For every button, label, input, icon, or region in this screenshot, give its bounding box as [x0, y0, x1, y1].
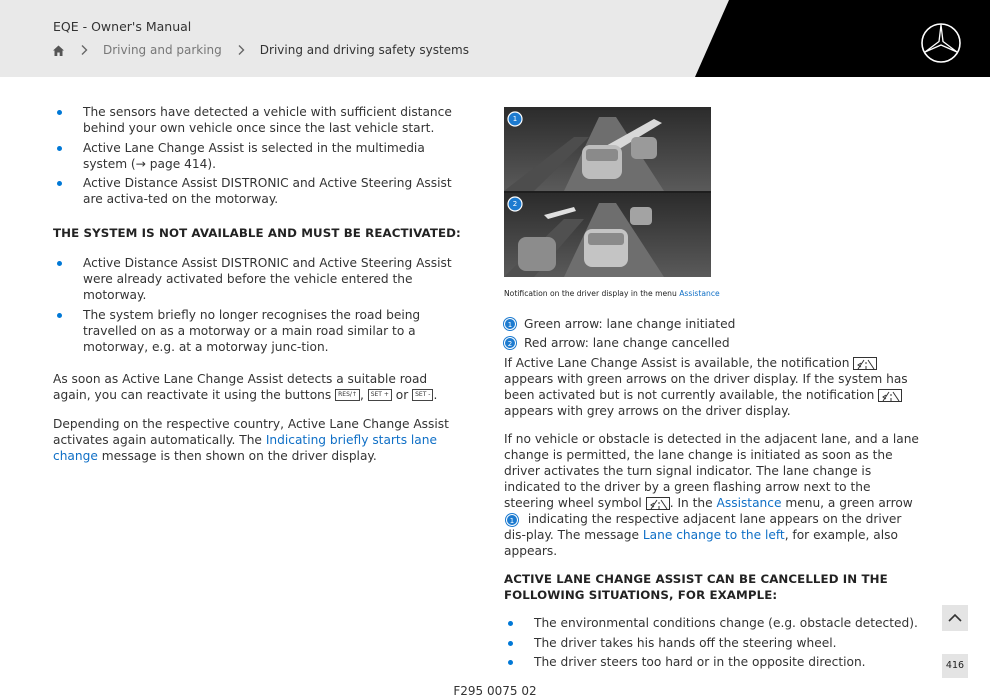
list-item: The driver steers too hard or in the opposite direction. — [504, 654, 919, 670]
assistance-link[interactable]: Assistance — [716, 496, 782, 510]
figure-caption: Notification on the driver display in the menu Assistance — [504, 289, 720, 298]
legend-item: 2 Red arrow: lane change cancelled — [504, 335, 919, 351]
notification-paragraph: If Active Lane Change Assist is available, the notification appears with green arrows on the driver display. If the system has been activated but is not currently available, the notification appears with grey arrows on the driver display. — [504, 356, 908, 418]
lane-change-left-link[interactable]: Lane change to the left — [642, 528, 785, 542]
auto-activate-paragraph: Depending on the respective country, Active Lane Change Assist activates again automatically. The Indicating briefly starts lane change message is then shown on the driver display. — [53, 416, 449, 463]
reactivate-paragraph: As soon as Active Lane Change Assist detects a suitable road again, you can reactivate it using the buttons RES/↑ , SET + or SET - . — [53, 371, 438, 402]
steering-wheel-symbol-icon — [646, 497, 670, 510]
legend-number: 1 — [506, 514, 518, 526]
marker-2: 2 — [512, 200, 518, 208]
cancel-list — [504, 615, 919, 670]
scroll-to-top-button[interactable] — [942, 605, 968, 631]
lane-change-notification-icon — [853, 357, 877, 370]
mercedes-star-logo — [920, 22, 962, 64]
marker-1: 1 — [512, 115, 518, 123]
chevron-up-icon — [942, 605, 968, 631]
figure-code: F295 0075 02 — [453, 684, 537, 698]
driver-display-illustration — [504, 107, 711, 277]
list-item: Active Lane Change Assist is selected in the multimedia system (→ page 414). — [53, 140, 468, 172]
section-heading: ACTIVE LANE CHANGE ASSIST CAN BE CANCELLED IN THE FOLLOWING SITUATIONS, FOR EXAMPLE: — [504, 572, 888, 602]
breadcrumb — [52, 42, 469, 58]
legend-item: 1 Green arrow: lane change initiated — [504, 316, 919, 332]
home-icon[interactable] — [52, 44, 65, 57]
figure-legend — [504, 316, 919, 351]
breadcrumb-safety-systems[interactable]: Driving and driving safety systems — [259, 43, 469, 57]
assistance-link[interactable]: Assistance — [679, 289, 720, 298]
set-minus-button-icon: SET - — [412, 389, 433, 401]
res-button-icon: RES/↑ — [335, 389, 360, 401]
list-item: Active Distance Assist DISTRONIC and Active Steering Assist were already activated before the vehicle entered the motorway. — [53, 255, 468, 303]
doc-title: EQE - Owner's Manual — [53, 19, 192, 34]
list-item: The system briefly no longer recognises the road being travelled on as a motorway or a main road similar to a motorway, e.g. at a motorway junc-tion. — [53, 307, 468, 355]
not-available-list — [53, 255, 468, 355]
set-plus-button-icon: SET + — [368, 389, 392, 401]
section-heading: THE SYSTEM IS NOT AVAILABLE AND MUST BE REACTIVATED: — [53, 226, 461, 240]
breadcrumb-driving-parking[interactable]: Driving and parking — [103, 43, 222, 57]
message-link[interactable]: Indicating briefly starts lane change — [53, 432, 438, 463]
conditions-list — [53, 104, 468, 207]
left-column — [53, 104, 468, 464]
list-item: The driver takes his hands off the steering wheel. — [504, 635, 919, 651]
chevron-right-icon — [236, 44, 246, 56]
legend-number: 1 — [504, 318, 516, 330]
right-column — [504, 107, 919, 674]
lane-change-paragraph: If no vehicle or obstacle is detected in the adjacent lane, and a lane change is permitted, the lane change is initiated as soon as the driver activates the turn signal indicator. The lane change is indicated to the driver by a green flashing arrow next to the steering wheel symbol . In the Assistance menu, a green arrow 1 indicating the respective adjacent lane appears on the driver dis-play. The message Lane change to the left, for example, also appears. — [504, 432, 919, 558]
list-item: The environmental conditions change (e.g. obstacle detected). — [504, 615, 919, 631]
list-item: Active Distance Assist DISTRONIC and Active Steering Assist are activa-ted on the motorway. — [53, 175, 468, 207]
legend-number: 2 — [504, 337, 516, 349]
list-item: The sensors have detected a vehicle with sufficient distance behind your own vehicle once since the last vehicle start. — [53, 104, 468, 136]
page-number: 416 — [942, 654, 968, 678]
lane-change-notification-icon — [878, 389, 902, 402]
chevron-right-icon — [79, 44, 89, 56]
